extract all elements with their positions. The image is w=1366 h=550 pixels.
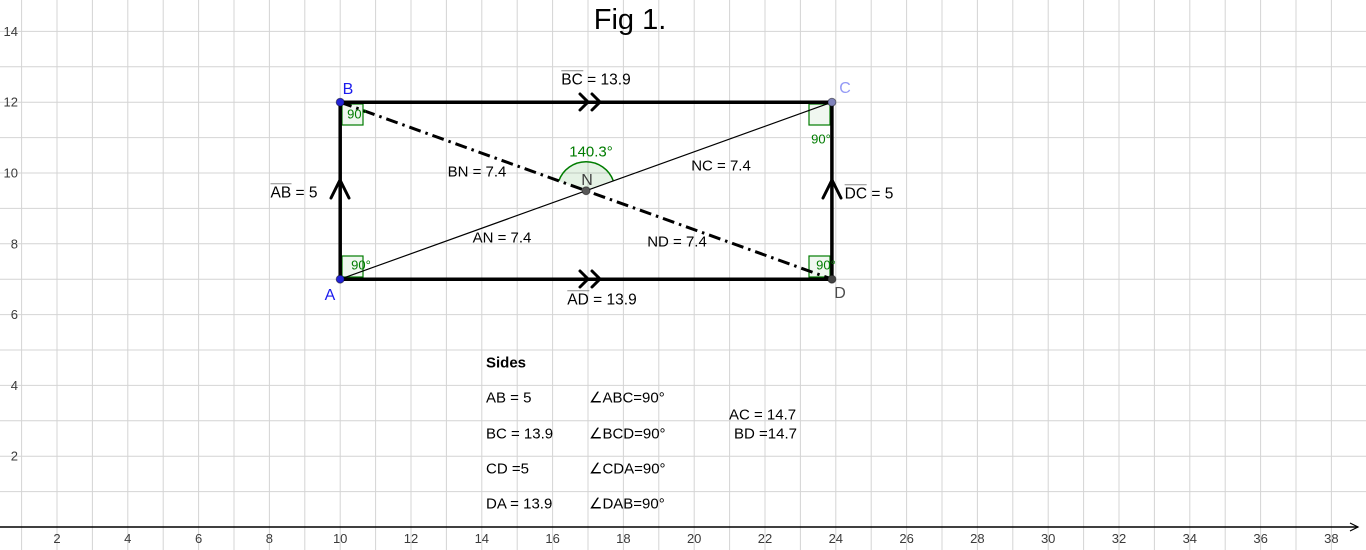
panel-heading: Sides bbox=[486, 354, 527, 372]
y-axis-tick-label: 6 bbox=[10, 307, 18, 323]
segment-label-NC: NC = 7.4 bbox=[691, 157, 751, 175]
panel-angle-value-3: ∠DAB=90° bbox=[589, 495, 665, 513]
right-angle-label-C: 90° bbox=[811, 131, 831, 147]
y-axis-tick-label: 4 bbox=[10, 377, 18, 393]
y-axis-tick-label: 12 bbox=[3, 94, 18, 110]
x-axis-tick-label: 22 bbox=[757, 531, 773, 546]
x-axis-tick-label: 10 bbox=[332, 531, 348, 546]
segment-label-BN: BN = 7.4 bbox=[447, 163, 507, 181]
panel-side-value-0: AB = 5 bbox=[486, 389, 532, 407]
x-axis-tick-label: 18 bbox=[616, 531, 631, 546]
y-axis-tick-label: 2 bbox=[10, 448, 18, 464]
y-axis-tick-label: 10 bbox=[3, 165, 18, 181]
vertex-label-A: A bbox=[324, 287, 336, 304]
overline-BC: BC bbox=[561, 71, 583, 89]
x-axis-tick-label: 4 bbox=[124, 531, 132, 546]
panel-angle-value-2: ∠CDA=90° bbox=[589, 460, 666, 478]
overline-AD: AD bbox=[567, 291, 589, 309]
x-axis-tick-label: 34 bbox=[1182, 531, 1198, 546]
panel-diagonal-value-0: AC = 14.7 bbox=[729, 406, 797, 424]
x-axis-tick-label: 14 bbox=[474, 531, 490, 546]
vertex-point-C[interactable] bbox=[828, 98, 836, 106]
x-axis-tick-label: 8 bbox=[265, 531, 274, 546]
segment-label-AN: AN = 7.4 bbox=[472, 229, 532, 247]
side-label-BC: BC = 13.9 bbox=[561, 71, 631, 89]
x-axis-tick-label: 12 bbox=[403, 531, 419, 546]
panel-side-value-3: DA = 13.9 bbox=[486, 495, 553, 513]
vertex-point-D[interactable] bbox=[828, 275, 836, 283]
y-axis-tick-label: 8 bbox=[10, 236, 18, 252]
panel-side-value-2: CD =5 bbox=[486, 460, 529, 478]
x-axis-tick-label: 20 bbox=[686, 531, 702, 546]
vertex-label-B: B bbox=[342, 81, 354, 98]
vertex-point-B[interactable] bbox=[336, 98, 344, 106]
side-label-AB: AB = 5 bbox=[270, 184, 318, 202]
vertex-label-C: C bbox=[839, 80, 851, 97]
x-axis-tick-label: 2 bbox=[53, 531, 61, 546]
x-axis-tick-label: 24 bbox=[828, 531, 844, 546]
right-angle-label-B: 90° bbox=[347, 106, 367, 122]
x-axis-tick-label: 30 bbox=[1040, 531, 1056, 546]
panel-angle-value-1: ∠BCD=90° bbox=[589, 425, 666, 443]
segment-label-ND: ND = 7.4 bbox=[647, 233, 707, 251]
side-label-AD: AD = 13.9 bbox=[567, 291, 637, 309]
x-axis-tick-label: 6 bbox=[194, 531, 203, 546]
overline-AB: AB bbox=[270, 184, 292, 202]
vertex-point-A[interactable] bbox=[336, 275, 344, 283]
x-axis-tick-label: 36 bbox=[1253, 531, 1268, 546]
panel-diagonal-value-1: BD =14.7 bbox=[734, 425, 797, 443]
x-axis-tick-label: 28 bbox=[970, 531, 985, 546]
right-angle-label-A: 90° bbox=[351, 257, 371, 273]
x-axis-tick-label: 26 bbox=[899, 531, 914, 546]
x-axis-tick-label: 16 bbox=[545, 531, 560, 546]
y-axis-tick-label: 14 bbox=[3, 23, 18, 39]
panel-angle-value-0: ∠ABC=90° bbox=[589, 389, 665, 407]
panel-side-value-1: BC = 13.9 bbox=[486, 425, 554, 443]
side-label-DC: DC = 5 bbox=[844, 185, 894, 203]
vertex-label-D: D bbox=[834, 285, 846, 302]
figure-title: Fig 1. bbox=[593, 4, 667, 36]
overline-DC: DC bbox=[844, 185, 868, 203]
x-axis-tick-label: 38 bbox=[1324, 531, 1339, 546]
vertex-label-N: N bbox=[581, 172, 593, 189]
angle-value-label: 140.3° bbox=[569, 143, 613, 161]
right-angle-label-D: 90° bbox=[816, 257, 836, 273]
x-axis-tick-label: 32 bbox=[1111, 531, 1127, 546]
